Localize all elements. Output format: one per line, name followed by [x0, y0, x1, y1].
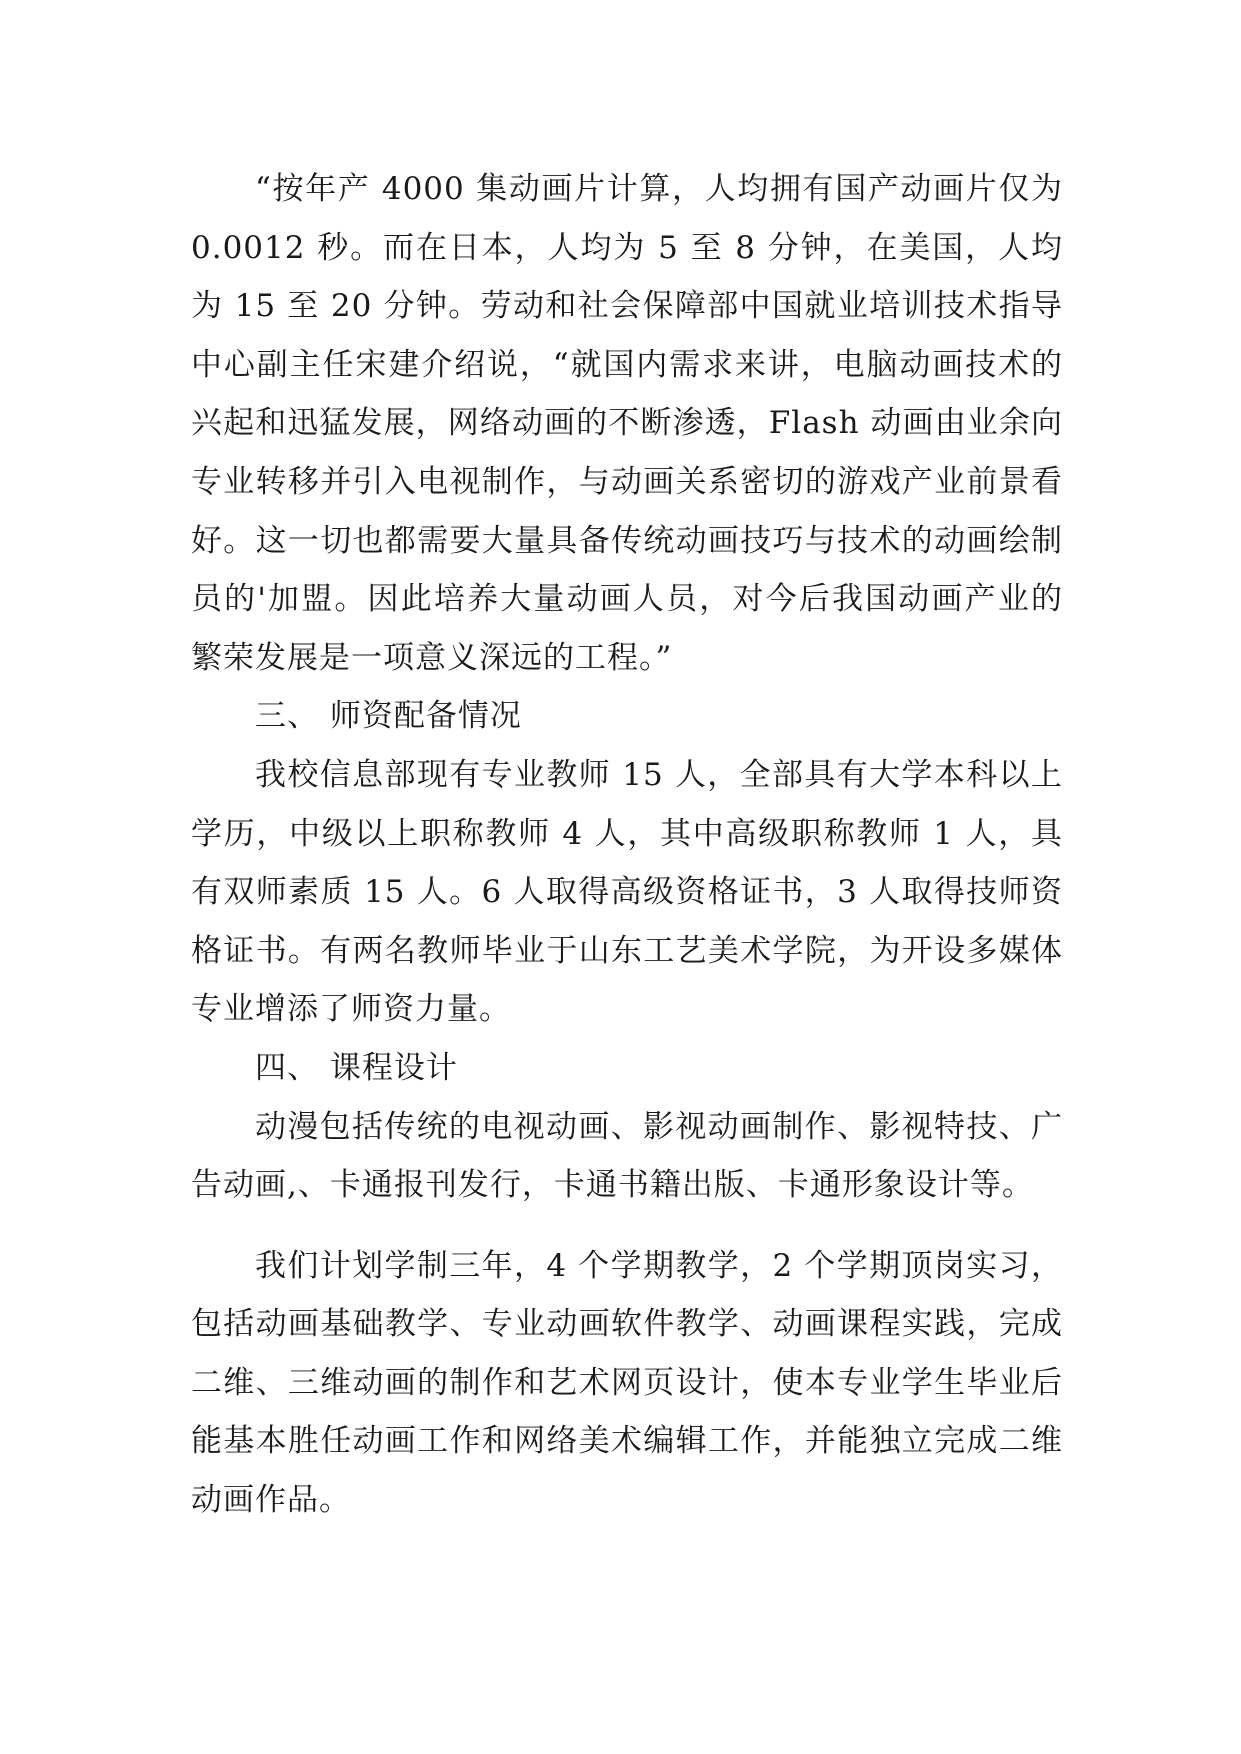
paragraph-curriculum-scope: 动漫包括传统的电视动画、影视动画制作、影视特技、广告动画,、卡通报刊发行，卡通书籍出版、卡通形象设计等。 [191, 1108, 1063, 1204]
document-body [191, 160, 1063, 1530]
section-heading-teachers: 三、 师资配备情况 [255, 698, 522, 735]
paragraph-curriculum-plan: 我们计划学制三年，4 个学期教学，2 个学期顶岗实习，包括动画基础教学、专业动画软件教学、动画课程实践，完成二维、三维动画的制作和艺术网页设计，使本专业学生毕业后能基本胜任动画工作和网络美术编辑工作，并能独立完成二维动画作品。 [191, 1247, 1063, 1519]
paragraph-animation-demand: “按年产 4000 集动画片计算，人均拥有国产动画片仅为 0.0012 秒。而在日本，人均为 5 至 8 分钟，在美国，人均为 15 至 20 分钟。劳动和社会保障部中国就业培训技术指导中心副主任宋建介绍说，“就国内需求来讲，电脑动画技术的兴起和迅猛发展，网络动画的不断渗透，Flash 动画由业余向专业转移并引入电视制作，与动画关系密切的游戏产业前景看好。这一切也都需要大量具备传统动画技巧与技术的动画绘制员的'加盟。因此培养大量动画人员，对今后我国动画产业的繁荣发展是一项意义深远的工程。” [191, 171, 1063, 676]
paragraph-teachers: 我校信息部现有专业教师 15 人，全部具有大学本科以上学历，中级以上职称教师 4 人，其中高级职称教师 1 人，具有双师素质 15 人。6 人取得高级资格证书，3 人取得技师资格证书。有两名教师毕业于山东工艺美术学院，为开设多媒体专业增添了师资力量。 [191, 756, 1063, 1028]
section-heading-curriculum: 四、 课程设计 [255, 1049, 458, 1086]
